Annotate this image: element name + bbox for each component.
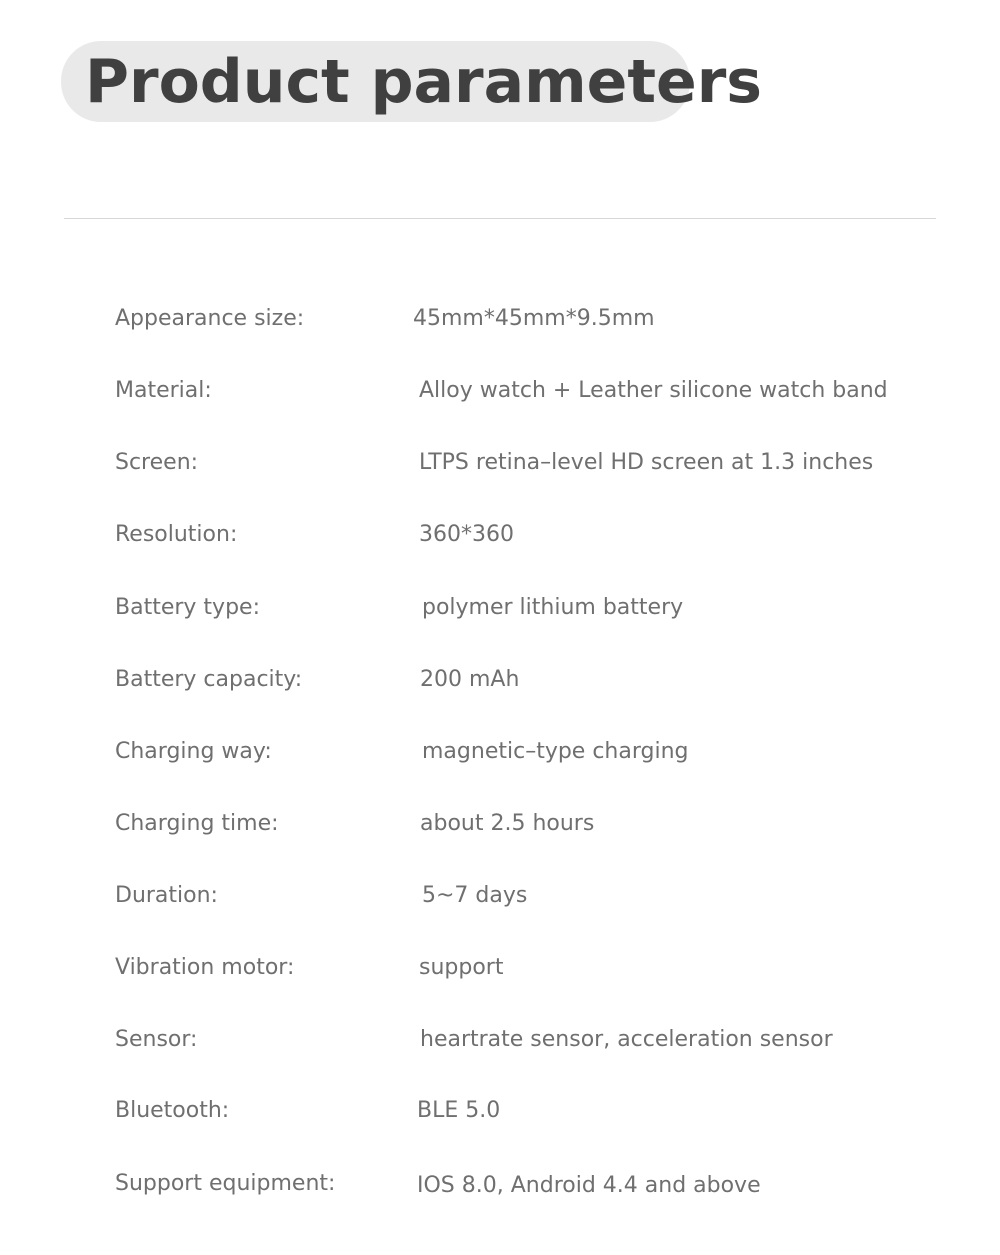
param-value: IOS 8.0, Android 4.4 and above — [417, 1173, 761, 1198]
param-row-screen — [0, 443, 1000, 483]
param-value: about 2.5 hours — [420, 811, 595, 836]
param-value: BLE 5.0 — [417, 1098, 501, 1123]
param-row-charging-way — [0, 732, 1000, 772]
param-row-battery-capacity — [0, 660, 1000, 700]
param-label: Material: — [115, 378, 212, 403]
param-value: LTPS retina–level HD screen at 1.3 inches — [419, 450, 874, 475]
param-label: Screen: — [115, 450, 199, 475]
param-row-sensor — [0, 1020, 1000, 1060]
param-label: Sensor: — [115, 1027, 198, 1052]
param-row-support-equipment — [0, 1164, 1000, 1204]
param-value: polymer lithium battery — [422, 595, 684, 620]
param-value: support — [419, 955, 504, 980]
param-label: Battery type: — [115, 595, 260, 620]
param-row-bluetooth — [0, 1091, 1000, 1131]
param-label: Duration: — [115, 883, 218, 908]
param-row-charging-time — [0, 804, 1000, 844]
param-row-appearance-size — [0, 299, 1000, 339]
param-value: 5~7 days — [422, 883, 528, 908]
param-label: Charging time: — [115, 811, 279, 836]
param-value: heartrate sensor, acceleration sensor — [420, 1027, 833, 1052]
param-value: 360*360 — [419, 522, 514, 547]
param-row-duration — [0, 876, 1000, 916]
param-value: 200 mAh — [420, 667, 520, 692]
page-title: Product parameters — [85, 46, 762, 117]
param-label: Resolution: — [115, 522, 238, 547]
param-label: Appearance size: — [115, 306, 305, 331]
param-value: 45mm*45mm*9.5mm — [413, 306, 655, 331]
param-value: magnetic–type charging — [422, 739, 689, 764]
param-row-vibration-motor — [0, 948, 1000, 988]
param-label: Battery capacity: — [115, 667, 303, 692]
param-label: Bluetooth: — [115, 1098, 230, 1123]
param-label: Vibration motor: — [115, 955, 295, 980]
param-row-resolution — [0, 515, 1000, 555]
param-value: Alloy watch + Leather silicone watch band — [419, 378, 888, 403]
param-label: Support equipment: — [115, 1171, 336, 1196]
param-label: Charging way: — [115, 739, 272, 764]
param-row-material — [0, 371, 1000, 411]
param-row-battery-type — [0, 588, 1000, 628]
